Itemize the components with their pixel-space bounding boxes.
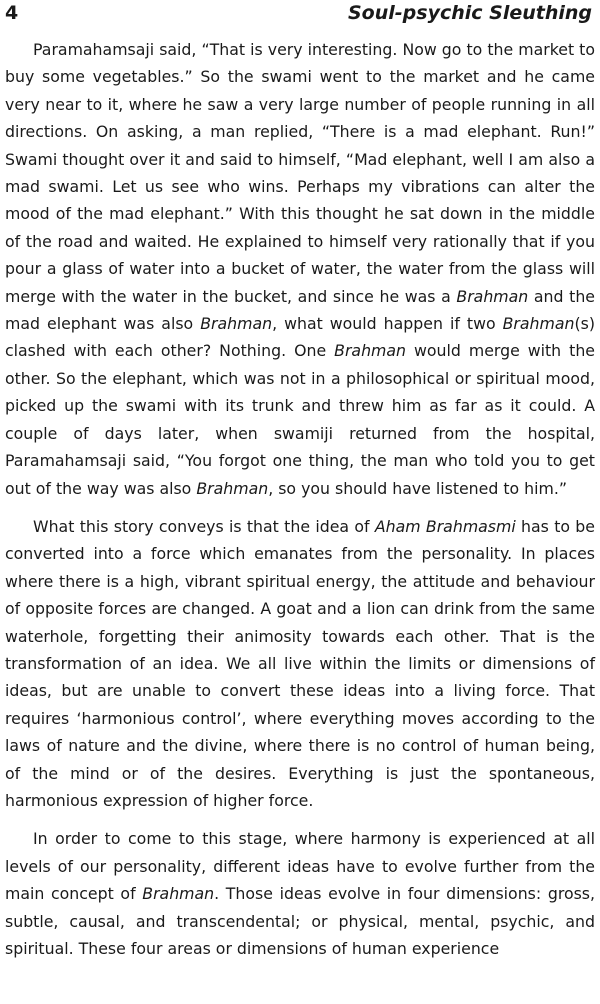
italic-term: Brahman [456, 286, 529, 306]
italic-term: Brahman [200, 314, 273, 334]
text-run: would merge with the other. So the elephant, which was not in a philosophical or spiritual mood, picked up the swami with its trunk and threw him as far as it could. A couple of days later, when swamiji returned from the hospital, Paramahamsaji said, “You forgot one thing, the man who told you to get out of the way was also [5, 341, 595, 498]
paragraph [5, 825, 595, 962]
paragraph [5, 36, 595, 502]
italic-term: Brahman [334, 341, 407, 361]
text-run: , so you should have listened to him.” [268, 478, 568, 498]
italic-term: Aham Brahmasmi [374, 516, 516, 536]
page-number: 4 [5, 2, 19, 24]
text-run: , what would happen if two [272, 314, 503, 334]
italic-term: Brahman [502, 314, 575, 334]
page-header [5, 2, 592, 26]
italic-term: Brahman [196, 478, 269, 498]
text-run: . Those ideas evolve in four dimensions: gross, subtle, causal, and transcendental; or physical, mental, psychic, and spiritual. These four areas or dimensions of human experience [5, 884, 596, 958]
text-run: (s) clashed with each other? Nothing. One [5, 314, 596, 361]
text-run: and the mad elephant was also [5, 286, 596, 334]
text-run: has to be converted into a force which emanates from the personality. In places where there is a high, vibrant spiritual energy, the attitude and behaviour of opposite forces are changed. A goat and a lion can drink from the same waterhole, forgetting their animosity towards each other. That is the transformation of an idea. We all live within the limits or dimensions of ideas, but are unable to convert these ideas into a living force. That requires ‘harmonious control’, where everything moves according to the laws of nature and the divine, where there is no control of human being, of the mind or of the desires. Everything is just the spontaneous, harmonious expression of higher force. [5, 516, 595, 810]
text-run: In order to come to this stage, where harmony is experienced at all levels of our personality, different ideas have to evolve further from the main concept of [5, 829, 595, 904]
text-run: Paramahamsaji said, “That is very interesting. Now go to the market to buy some vegetables.” So the swami went to the market and he came very near to it, where he saw a very large number of people running in all directions. On asking, a man replied, “There is a mad elephant. Run!” Swami thought over it and said to himself, “Mad elephant, well I am also a mad swami. Let us see who wins. Perhaps my vibrations can alter the mood of the mad elephant.” With this thought he sat down in the middle of the road and waited. He explained to himself very rationally that if you pour a glass of water into a bucket of water, the water from the glass will merge with the water in the bucket, and since he was a [5, 40, 595, 306]
text-run: What this story conveys is that the idea of [33, 516, 375, 536]
body-text [5, 36, 595, 962]
running-title: Soul-psychic Sleuthing [348, 2, 592, 24]
paragraph [5, 513, 595, 814]
italic-term: Brahman [142, 884, 215, 904]
